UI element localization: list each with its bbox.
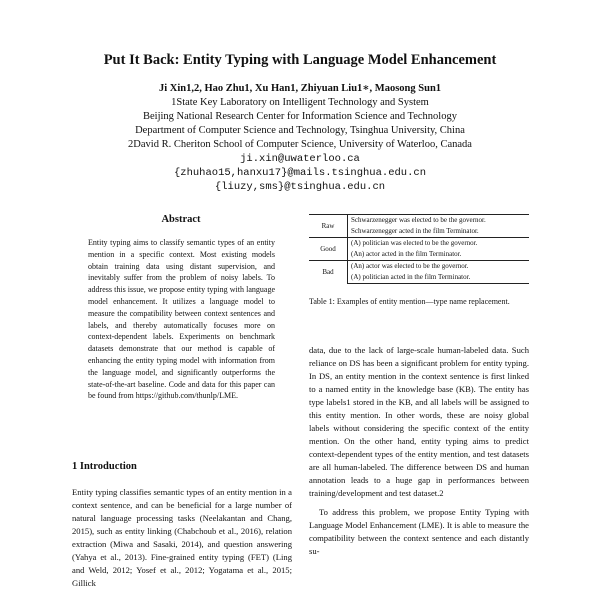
right-column-body bbox=[309, 344, 529, 564]
table-cell: (An) actor was elected to be the governor. bbox=[348, 261, 530, 273]
table-caption: Table 1: Examples of entity mention—type name replacement. bbox=[309, 297, 510, 306]
row-label: Bad bbox=[309, 261, 348, 284]
table-row bbox=[309, 238, 529, 250]
abstract-body bbox=[88, 237, 275, 402]
row-label: Raw bbox=[309, 215, 348, 238]
abstract-text: Entity typing aims to classify semantic types of an entity mention in a specific context. Most existing models obtain training data using distant supervision, and inevitably suffer from the problem of noisy labels. To address this issue, we propose entity typing with language model enhancement. It utilizes a language model to measure the compatibility between context sentences and labels, and thereby automatically focuses more on context-dependent labels. Experiments on benchmark datasets demonstrate that our method is capable of enhancing the entity typing model with information from the language model, and significantly outperforms the state-of-the-art baseline. Code and data for this paper can be found from https://github.com/thunlp/LME. bbox=[88, 238, 275, 401]
example-table bbox=[309, 214, 529, 284]
table-row bbox=[309, 261, 529, 273]
table-cell: Schwarzenegger was elected to be the governor. bbox=[348, 215, 530, 227]
author-list: Ji Xin1,2, Hao Zhu1, Xu Han1, Zhiyuan Liu1∗, Maosong Sun1 bbox=[158, 83, 442, 94]
affiliation-3: Department of Computer Science and Technology, Tsinghua University, China bbox=[135, 125, 465, 136]
affiliation-4: 2David R. Cheriton School of Computer Science, University of Waterloo, Canada bbox=[128, 139, 472, 150]
table-cell: (A) politician acted in the film Terminator. bbox=[348, 272, 530, 284]
table-cell: Schwarzenegger acted in the film Terminator. bbox=[351, 227, 479, 235]
row-label: Good bbox=[309, 238, 348, 261]
email-2: {zhuhao15,hanxu17}@mails.tsinghua.edu.cn bbox=[173, 167, 427, 179]
email-3: {liuzy,sms}@tsinghua.edu.cn bbox=[214, 181, 386, 193]
table-row bbox=[309, 215, 529, 227]
table-cell: (An) actor acted in the film Terminator. bbox=[351, 250, 462, 258]
paragraph: To address this problem, we propose Entity Typing with Language Model Enhancement (LME). It is able to measure the compatibility between the context sentence and each distantly su- bbox=[309, 507, 529, 556]
affiliation-1: 1State Key Laboratory on Intelligent Technology and System bbox=[171, 97, 429, 108]
paper-title: Put It Back: Entity Typing with Language Model Enhancement bbox=[103, 52, 497, 68]
paragraph: data, due to the lack of large-scale human-labeled data. Such reliance on DS has been a significant problem for entity typing. In DS, an entity mention in the context sentence is first linked to a named entity in the knowledge base (KB). The entity has type labels1 stored in the KB, and all labels will be assigned to this entity mention. In other words, these are noisy global labels without considering the specific context of the entity mention. On the other hand, entity typing aims to predict context-dependent types of the entity mention, and test datasets are all human-labeled. The difference between DS and human annotation leads to a huge gap in performances between training/development and test dataset.2 bbox=[309, 345, 529, 498]
table-cell: (A) politician was elected to be the governor. bbox=[348, 238, 530, 250]
affiliation-2: Beijing National Research Center for Information Science and Technology bbox=[143, 111, 457, 122]
introduction-text: Entity typing classifies semantic types of an entity mention in a context sentence, and can be beneficial for a large number of natural language processing tasks (Neelakantan and Chang, 2015), such as entity linking (Chabchoub et al., 2016), relation extraction (Miwa and Sasaki, 2014), and question answering (Yahya et al., 2013). Fine-grained entity typing (FET) (Ling and Weld, 2012; Yosef et al., 2012; Yogatama et al., 2015; Gillick bbox=[72, 487, 292, 588]
email-1: ji.xin@uwaterloo.ca bbox=[240, 153, 360, 165]
section-heading-introduction: 1 Introduction bbox=[72, 461, 137, 472]
abstract-heading: Abstract bbox=[161, 214, 201, 225]
